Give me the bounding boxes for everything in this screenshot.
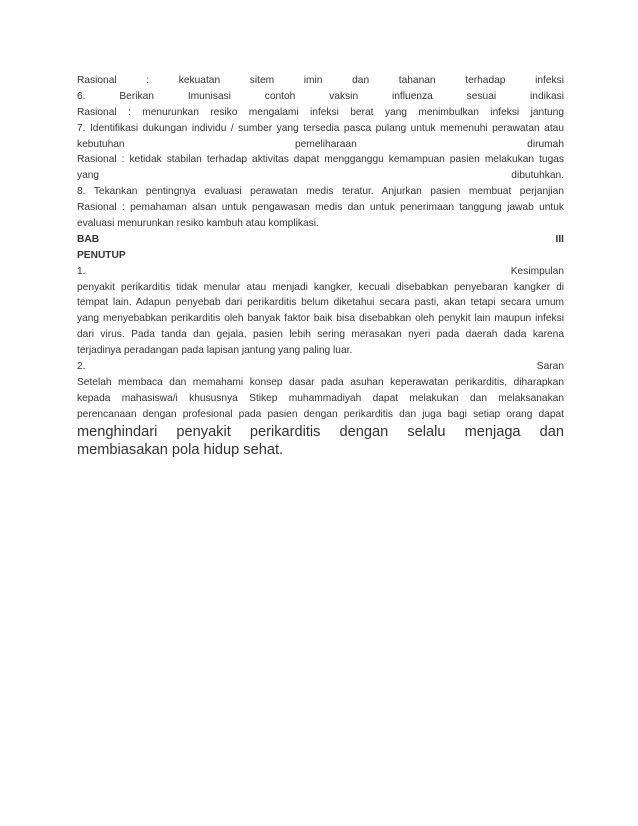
text-line: tempat lain. Adapun penyebab dari perikarditis belum diketahui secara pasti, akan tetapi secara umum <box>77 297 564 309</box>
section-heading-kesimpulan: 1. Kesimpulan <box>77 265 564 277</box>
text-line: 7. Identifikasi dukungan individu / sumber yang tersedia pasca pulang untuk memenuhi perawatan atau <box>77 122 564 134</box>
text-line: yang dibutuhkan. <box>77 170 564 182</box>
text-line: 6. Berikan Imunisasi contoh vaksin influenza sesuai indikasi <box>77 90 564 102</box>
text-line: Setelah membaca dan memahami konsep dasar pada asuhan keperawatan perikarditis, diharapkan <box>77 376 564 388</box>
section-heading-saran: 2. Saran <box>77 361 564 373</box>
text-line: evaluasi menurunkan resiko kambuh atau komplikasi. <box>77 218 319 230</box>
text-line: Rasional : kekuatan sitem imin dan tahanan terhadap infeksi <box>77 75 564 86</box>
chapter-title: PENUTUP <box>77 249 126 261</box>
text-line: penyakit perikarditis tidak menular atau menjadi kangker, kecuali disebabkan penyebaran kangker di <box>77 281 564 293</box>
text-line: dari virus. Pada tanda dan gejala, pasien lebih sering merasakan nyeri pada daerah dada karena <box>77 329 564 341</box>
text-line: Rasional : menurunkan resiko mengalami infeksi berat yang menimbulkan infeksi jantung <box>77 106 564 118</box>
document-page <box>77 73 564 460</box>
text-line: kebutuhan pemeliharaan dirumah <box>77 138 564 150</box>
text-line: 8. Tekankan pentingnya evaluasi perawatan medis teratur. Anjurkan pasien membuat perjanjian <box>77 186 564 198</box>
text-line: Rasional : ketidak stabilan terhadap aktivitas dapat mengganggu kemampuan pasien melakukan tugas <box>77 154 564 166</box>
text-line: Rasional : pemahaman alsan untuk pengawasan medis dan untuk penerimaan tanggung jawab untuk <box>77 202 564 214</box>
text-line-large: membiasakan pola hidup sehat. <box>77 442 284 459</box>
text-line: yang menyebabkan perikarditis oleh banyak faktor baik bisa disebabkan oleh penykit lain maupun infeksi <box>77 313 564 325</box>
chapter-heading: BAB III <box>77 233 564 245</box>
text-line-large: menghindari penyakit perikarditis dengan selalu menjaga dan <box>77 423 564 440</box>
text-line: perencanaan dengan profesional pada pasien dengan perikarditis dan juga bagi setiap orang dapat <box>77 408 564 420</box>
text-line: terjadinya peradangan pada lapisan jantung yang paling luar. <box>77 345 353 357</box>
text-line: kepada mahasiswa/i khususnya Stikep muhammadiyah dapat melakukan dan melaksanakan <box>77 392 564 404</box>
